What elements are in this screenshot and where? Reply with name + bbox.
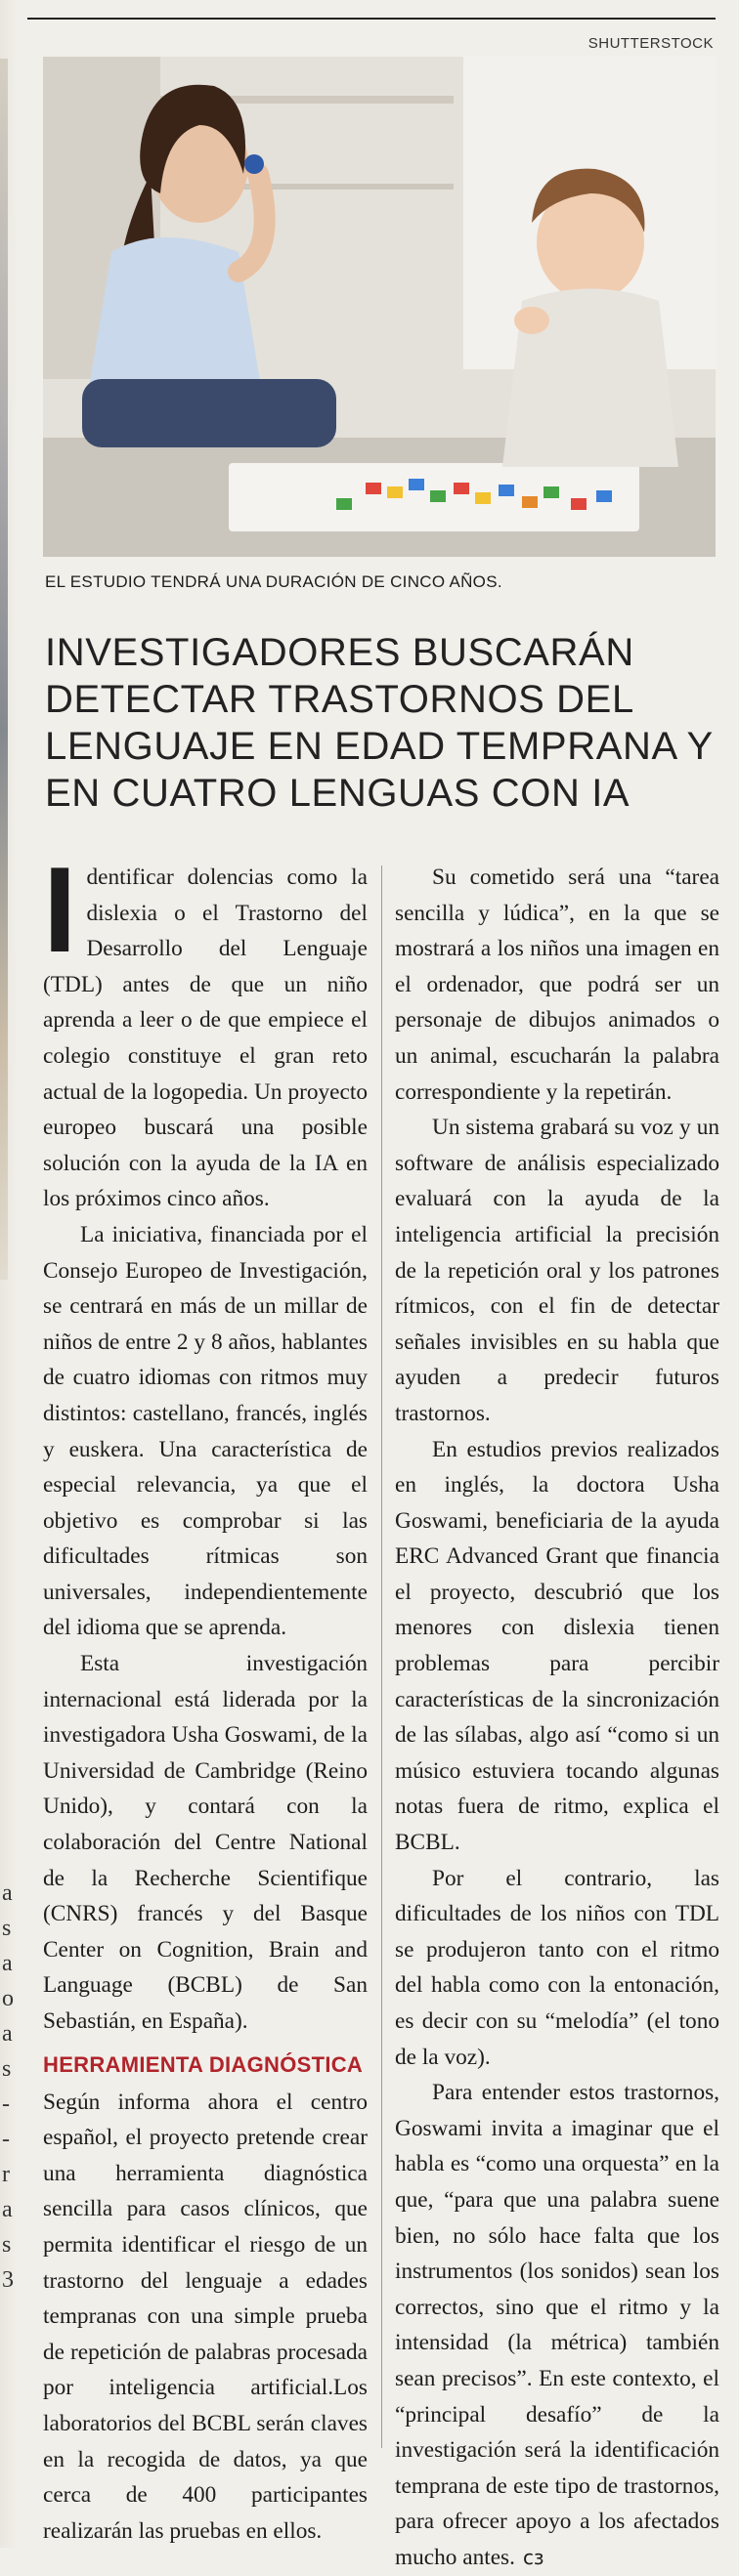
adjacent-page-clip bbox=[0, 59, 8, 1280]
clipped-letter: o bbox=[2, 1986, 14, 2011]
section-subhead: HERRAMIENTA DIAGNÓSTICA bbox=[43, 2051, 364, 2077]
clipped-letter: - bbox=[2, 2127, 10, 2152]
clipped-letter: a bbox=[2, 1951, 13, 1976]
clipped-letter: s bbox=[2, 2232, 12, 2258]
photo-illustration bbox=[43, 57, 716, 557]
clipped-letter: 3 bbox=[2, 2267, 14, 2293]
adjacent-column-fragment bbox=[2, 1876, 18, 2298]
paragraph-last bbox=[395, 2075, 719, 2575]
clipped-letter: a bbox=[2, 2197, 13, 2222]
clipped-letter: a bbox=[2, 1880, 13, 1906]
clipped-letter: a bbox=[2, 2021, 13, 2047]
paragraph: Esta investigación internacional está liderada por la investigadora Usha Goswami, de la Universidad de Cambridge (Reino Unido), y contará con la colaboración del Centre National de la Recherche Scientifique (CNRS) francés y del Basque Center on Cognition, Brain and Language (BCBL) de San Sebastián, en España). bbox=[43, 1651, 368, 2034]
paragraph: Un sistema grabará su voz y un software de análisis especializado evaluará con la ayuda de la inteligencia artificial la precisión de la repetición oral y los patrones rítmicos, con el fin de detectar señales invisibles en su habla que ayuden a predecir futuros trastornos. bbox=[395, 1115, 719, 1426]
column-separator bbox=[381, 866, 382, 2448]
lead-text: dentificar dolencias como la dislexia o el Trastorno del Desarrollo del Lenguaje (TDL) antes de que un niño aprenda a leer o de que empiece el colegio constituye el gran reto actual de la logopedia. Un proyecto europeo buscará una posible solución con la ayuda de la IA en los próximos cinco años. bbox=[43, 865, 368, 1212]
paragraph: Por el contrario, las dificultades de los niños con TDL se produjeron tanto con el ritmo del habla como con la entonación, es decir con su “melodía” (el tono de la voz). bbox=[395, 1865, 719, 2070]
clipped-letter: s bbox=[2, 1916, 12, 1941]
article-column-2 bbox=[395, 860, 719, 2570]
paragraph: Según informa ahora el centro español, el proyecto pretende crear una herramienta diagnóstica sencilla para casos clínicos, que permita identificar el riesgo de un trastorno del lenguaje a edades tempranas con una simple prueba de repetición de palabras procesada por inteligencia artificial.Los laboratorios del BCBL serán claves en la recogida de datos, ya que cerca de 400 participantes realizarán las pruebas en ellos. bbox=[43, 2089, 368, 2544]
last-paragraph-text: Para entender estos trastornos, Goswami invita a imaginar que el habla es “como una orquesta” en la que, “para que una palabra suene bien, no sólo hace falta que los instrumentos (los sonidos) sean los correctos, sino que el ritmo y la intensidad (la métrica) también sean precisos”. En este contexto, el “principal desafío” de la investigación será la identificación temprana de este tipo de trastornos, para ofrecer apoyo a los afectados mucho antes. bbox=[395, 2080, 719, 2570]
photo-caption: EL ESTUDIO TENDRÁ UNA DURACIÓN DE CINCO AÑOS. bbox=[45, 572, 502, 591]
top-rule bbox=[27, 18, 716, 20]
photo-credit: SHUTTERSTOCK bbox=[587, 35, 714, 52]
paragraph: La iniciativa, financiada por el Consejo Europeo de Investigación, se centrará en más de un millar de niños de entre 2 y 8 años, hablantes de cuatro idiomas con ritmos muy distintos: castellano, francés, inglés y euskera. Una característica de especial relevancia, ya que el objetivo es comprobar si las dificultades rítmicas son universales, independientemente del idioma que se aprenda. bbox=[43, 1221, 368, 1641]
paragraph-lead bbox=[43, 843, 368, 1217]
clipped-letter: s bbox=[2, 2056, 12, 2082]
article-photo bbox=[43, 57, 716, 557]
headline: INVESTIGADORES BUSCARÁN DETECTAR TRASTORNOS DEL LENGUAJE EN EDAD TEMPRANA Y EN CUATRO LENGUAS CON IA bbox=[45, 631, 714, 815]
clipped-letter: - bbox=[2, 2091, 10, 2117]
clipped-letter: r bbox=[2, 2162, 10, 2187]
paragraph: En estudios previos realizados en inglés, la doctora Usha Goswami, beneficiaria de la ayuda ERC Advanced Grant que financia el proyecto, descubrió que los menores con dislexia tienen problemas para percibir características de la sincronización de las sílabas, algo así “como si un músico estuviera tocando algunas notas fuera de ritmo, explica el BCBL. bbox=[395, 1436, 719, 1856]
article-body bbox=[43, 843, 719, 2570]
end-mark-icon: ᴄɜ bbox=[522, 2545, 544, 2569]
drop-cap: I bbox=[43, 843, 77, 978]
paragraph: Su cometido será una “tarea sencilla y lúdica”, en la que se mostrará a los niños una imagen en el ordenador, que podrá ser un personaje de dibujos animados o un animal, escucharán la palabra correspondiente y la repetirán. bbox=[395, 865, 719, 1105]
article-column-1 bbox=[43, 843, 368, 2544]
